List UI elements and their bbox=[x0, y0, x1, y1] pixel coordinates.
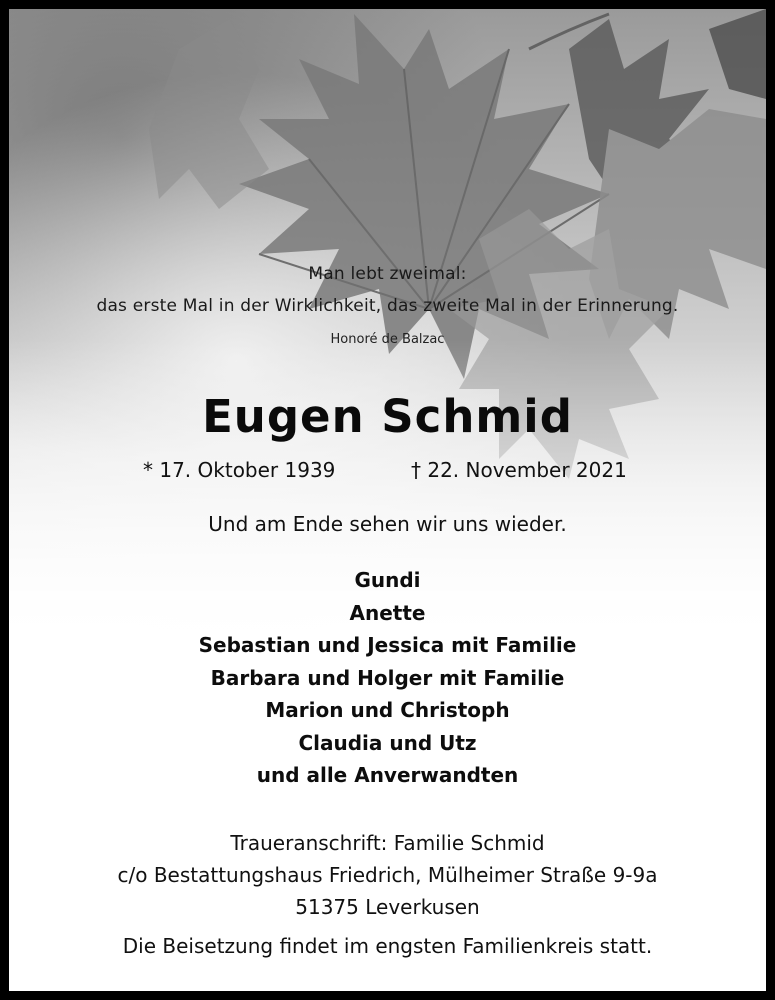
quote-line-2: das erste Mal in der Wirklichkeit, das zweite Mal in der Erinnerung. bbox=[96, 296, 679, 316]
address-line-3: 51375 Leverkusen bbox=[295, 895, 480, 919]
motto: Und am Ende sehen wir uns wieder. bbox=[208, 512, 567, 536]
birth-date: * 17. Oktober 1939 bbox=[143, 458, 336, 482]
funeral-note: Die Beisetzung findet im engsten Familienkreis statt. bbox=[122, 934, 653, 958]
death-date: † 22. November 2021 bbox=[411, 458, 627, 482]
quote-author: Honoré de Balzac bbox=[330, 332, 445, 347]
mourner-name: Gundi bbox=[354, 568, 421, 592]
address-line-2: c/o Bestattungshaus Friedrich, Mülheimer Straße 9-9a bbox=[117, 863, 658, 887]
address-line-1: Traueranschrift: Familie Schmid bbox=[230, 831, 545, 855]
mourner-name: Marion und Christoph bbox=[265, 698, 510, 722]
quote-line-1: Man lebt zweimal: bbox=[308, 264, 467, 284]
mourners-list bbox=[9, 564, 766, 792]
mourner-name: Sebastian und Jessica mit Familie bbox=[198, 633, 577, 657]
mourner-name: Claudia und Utz bbox=[298, 730, 477, 755]
mourning-address bbox=[9, 827, 766, 923]
mourner-name: Anette bbox=[349, 600, 426, 625]
deceased-name: Eugen Schmid bbox=[202, 390, 573, 443]
obituary-notice bbox=[9, 9, 766, 991]
mourner-name: und alle Anverwandten bbox=[256, 763, 519, 787]
mourner-name: Barbara und Holger mit Familie bbox=[210, 665, 565, 690]
